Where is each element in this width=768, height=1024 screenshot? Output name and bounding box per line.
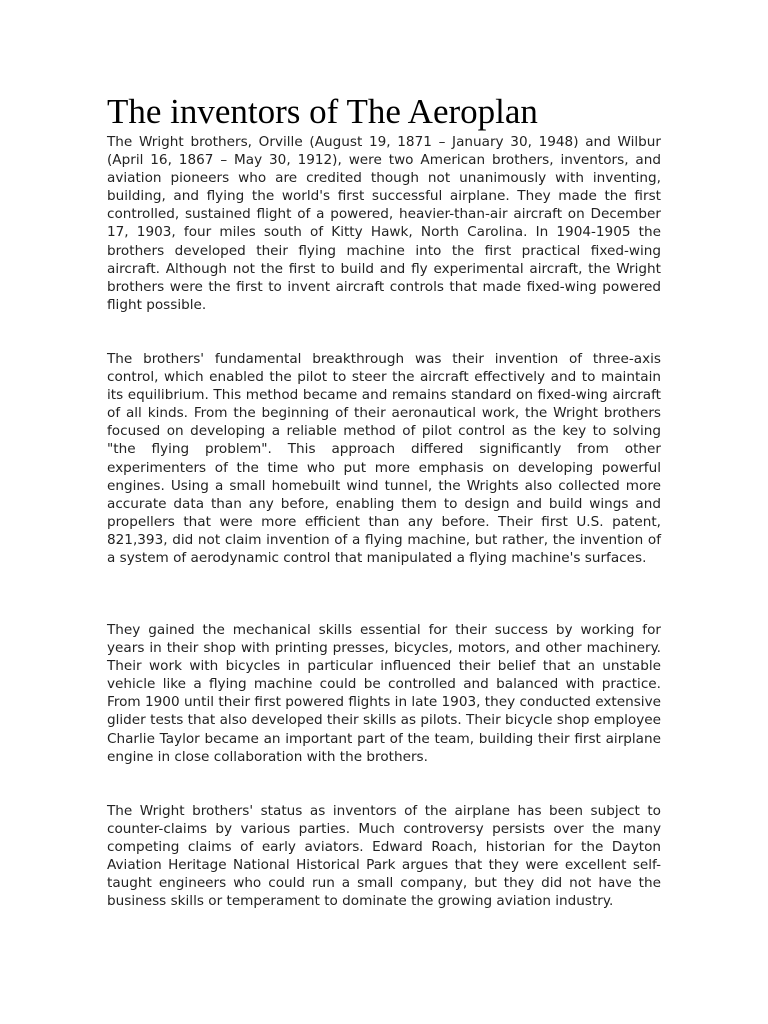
paragraph-4: The Wright brothers' status as inventors of the airplane has been subject to counter-claims by various parties. Much controversy persists over the many competing claims of early aviators. Edward Roach, historian for the Dayton Aviation Heritage National Historical Park argues that they were excellent self-taught engineers who could run a small company, but they did not have the business skills or temperament to dominate the growing aviation industry.: [107, 803, 661, 910]
paragraph-1: The Wright brothers, Orville (August 19, 1871 – January 30, 1948) and Wilbur (April 16, 1867 – May 30, 1912), were two American brothers, inventors, and aviation pioneers who are credited though not unanimously with inventing, building, and flying the world's first successful airplane. They made the first controlled, sustained flight of a powered, heavier-than-air aircraft on December 17, 1903, four miles south of Kitty Hawk, North Carolina. In 1904-1905 the brothers developed their flying machine into the first practical fixed-wing aircraft. Although not the first to build and fly experimental aircraft, the Wright brothers were the first to invent aircraft controls that made fixed-wing powered flight possible.: [107, 134, 661, 313]
paragraph-3: They gained the mechanical skills essential for their success by working for years in their shop with printing presses, bicycles, motors, and other machinery. Their work with bicycles in particular influenced their belief that an unstable vehicle like a flying machine could be controlled and balanced with practice. From 1900 until their first powered flights in late 1903, they conducted extensive glider tests that also developed their skills as pilots. Their bicycle shop employee Charlie Taylor became an important part of the team, building their first airplane engine in close collaboration with the brothers.: [107, 622, 661, 765]
paragraph-2: The brothers' fundamental breakthrough was their invention of three-axis control, which enabled the pilot to steer the aircraft effectively and to maintain its equilibrium. This method became and remains standard on fixed-wing aircraft of all kinds. From the beginning of their aeronautical work, the Wright brothers focused on developing a reliable method of pilot control as the key to solving "the flying problem". This approach differed significantly from other experimenters of the time who put more emphasis on developing powerful engines. Using a small homebuilt wind tunnel, the Wrights also collected more accurate data than any before, enabling them to design and build wings and propellers that were more efficient than any before. Their first U.S. patent, 821,393, did not claim invention of a flying machine, but rather, the invention of a system of aerodynamic control that manipulated a flying machine's surfaces.: [107, 351, 661, 567]
document-title: The inventors of The Aeroplan: [107, 92, 538, 131]
